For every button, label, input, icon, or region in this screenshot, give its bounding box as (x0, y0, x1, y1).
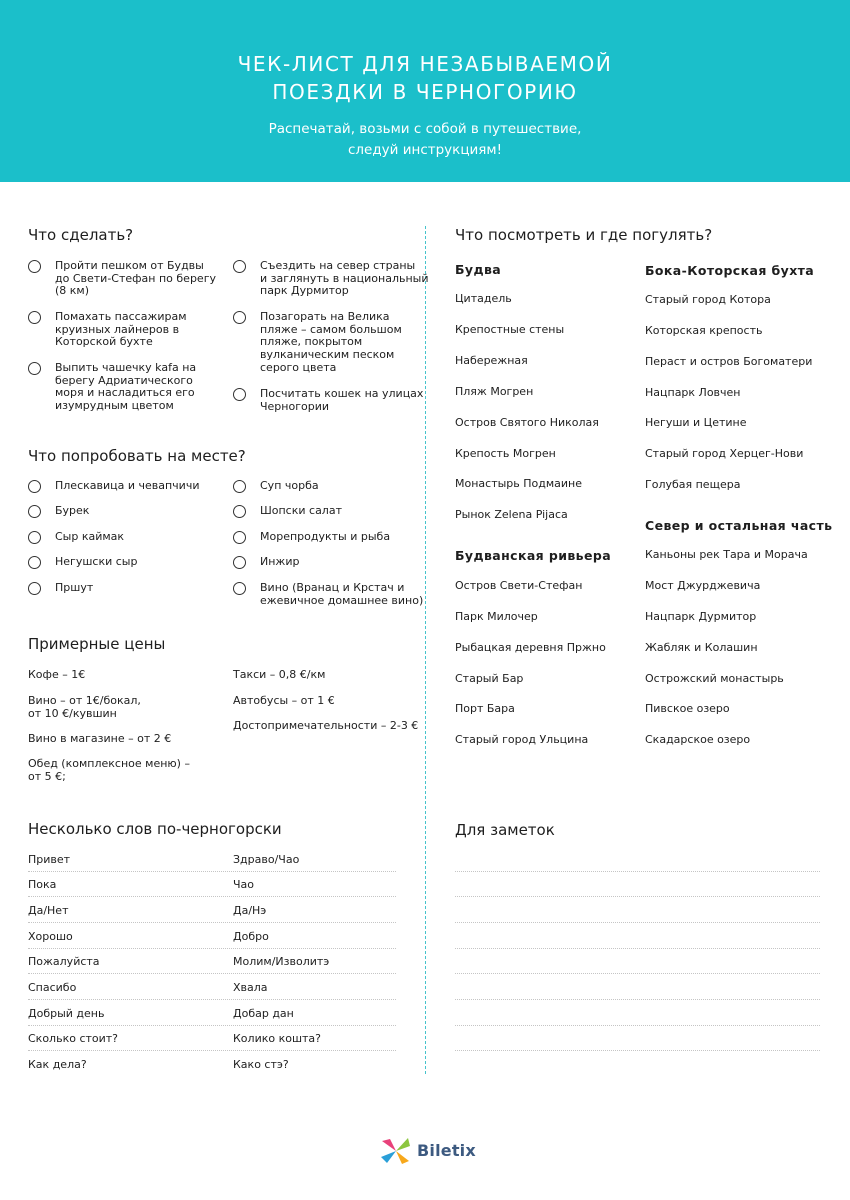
food-item-label: Инжир (260, 555, 300, 568)
sight-item: Крепостные стены (455, 323, 565, 336)
page-subtitle-line-1: Распечатай, возьми с собой в путешествие, (268, 121, 582, 137)
sight-item: Цитадель (455, 292, 512, 305)
phrase-row-divider (28, 896, 396, 897)
sight-item: Старый город Котора (645, 293, 771, 306)
food-item-label: Пршут (55, 581, 94, 594)
sights-group-title: Будва (455, 262, 502, 277)
phrase-montenegrin: Молим/Изволитэ (233, 955, 330, 968)
sight-item: Старый город Херцег-Нови (645, 447, 804, 460)
sight-item: Набережная (455, 354, 528, 367)
notes-section-title: Для заметок (455, 821, 555, 839)
checkbox-circle-icon[interactable] (233, 311, 246, 324)
phrase-row-divider (28, 1050, 396, 1051)
checkbox-circle-icon[interactable] (28, 505, 41, 518)
notes-line[interactable] (455, 922, 820, 923)
checkbox-circle-icon[interactable] (28, 480, 41, 493)
checkbox-circle-icon[interactable] (28, 311, 41, 324)
sight-item: Пляж Могрен (455, 385, 534, 398)
food-item-label: Бурек (55, 504, 90, 517)
checkbox-circle-icon[interactable] (28, 362, 41, 375)
sight-item: Острожский монастырь (645, 672, 784, 685)
sights-group-title: Будванская ривьера (455, 548, 612, 563)
phrase-montenegrin: Чао (233, 878, 255, 891)
phrase-russian: Как дела? (28, 1058, 87, 1071)
prices-section-title: Примерные цены (28, 635, 166, 653)
notes-line[interactable] (455, 871, 820, 872)
food-item-label: Плескавица и чевапчичи (55, 479, 200, 492)
checkbox-circle-icon[interactable] (28, 582, 41, 595)
phrase-russian: Добрый день (28, 1007, 105, 1020)
checkbox-circle-icon[interactable] (233, 388, 246, 401)
food-item-label: Сыр каймак (55, 530, 125, 543)
sight-item: Пивское озеро (645, 702, 730, 715)
checkbox-circle-icon[interactable] (233, 505, 246, 518)
notes-line[interactable] (455, 948, 820, 949)
food-item-label: Шопски салат (260, 504, 342, 517)
food-item-label: Суп чорба (260, 479, 319, 492)
todo-item-label: Помахать пассажирам круизных лайнеров в Которской бухте (55, 310, 187, 349)
checkbox-circle-icon[interactable] (233, 260, 246, 273)
phrase-russian: Спасибо (28, 981, 77, 994)
phrase-montenegrin: Добро (233, 930, 269, 943)
header-banner (0, 0, 850, 182)
todo-section-title: Что сделать? (28, 226, 134, 244)
phrase-montenegrin: Здраво/Чао (233, 853, 300, 866)
phrase-row-divider (28, 1025, 396, 1026)
notes-line[interactable] (455, 973, 820, 974)
food-item-label: Негушски сыр (55, 555, 138, 568)
sights-section-title: Что посмотреть и где погулять? (455, 226, 713, 244)
page-title-line-2: ПОЕЗДКИ В ЧЕРНОГОРИЮ (272, 80, 578, 104)
biletix-logo-icon (380, 1137, 412, 1165)
sight-item: Нацпарк Ловчен (645, 386, 741, 399)
sight-item: Остров Святого Николая (455, 416, 599, 429)
sight-item: Нацпарк Дурмитор (645, 610, 757, 623)
page-title-line-1: ЧЕК-ЛИСТ ДЛЯ НЕЗАБЫВАЕМОЙ (237, 52, 613, 76)
sights-group-title: Север и остальная часть (645, 518, 833, 533)
brand-name: Biletix (417, 1141, 476, 1160)
phrases-section-title: Несколько слов по-черногорски (28, 820, 282, 838)
checkbox-circle-icon[interactable] (233, 582, 246, 595)
price-item: Кофе – 1€ (28, 668, 86, 681)
checkbox-circle-icon[interactable] (233, 556, 246, 569)
phrase-russian: Да/Нет (28, 904, 69, 917)
sight-item: Остров Свети-Стефан (455, 579, 583, 592)
food-item-label: Вино (Вранац и Крстач и ежевичное домашнее вино) (260, 581, 424, 607)
checkbox-circle-icon[interactable] (28, 556, 41, 569)
sight-item: Пераст и остров Богоматери (645, 355, 813, 368)
food-section-title: Что попробовать на месте? (28, 447, 246, 465)
sights-group-title: Бока-Которская бухта (645, 263, 815, 278)
phrase-russian: Пока (28, 878, 57, 891)
sight-item: Крепость Могрен (455, 447, 556, 460)
sight-item: Жабляк и Колашин (645, 641, 758, 654)
checkbox-circle-icon[interactable] (28, 260, 41, 273)
sight-item: Которская крепость (645, 324, 763, 337)
checkbox-circle-icon[interactable] (233, 531, 246, 544)
price-item: Обед (комплексное меню) – от 5 €; (28, 757, 190, 783)
todo-item-label: Съездить на север страны и заглянуть в национальный парк Дурмитор (260, 259, 429, 298)
price-item: Автобусы – от 1 € (233, 694, 335, 707)
phrase-montenegrin: Како стэ? (233, 1058, 289, 1071)
sight-item: Старый Бар (455, 672, 524, 685)
phrase-row-divider (28, 948, 396, 949)
sight-item: Рынок Zelena Pijaca (455, 508, 568, 521)
phrase-row-divider (28, 871, 396, 872)
notes-line[interactable] (455, 1025, 820, 1026)
sight-item: Порт Бара (455, 702, 515, 715)
phrase-row-divider (28, 973, 396, 974)
checkbox-circle-icon[interactable] (233, 480, 246, 493)
sight-item: Рыбацкая деревня Пржно (455, 641, 606, 654)
column-divider (425, 226, 426, 1074)
sight-item: Негуши и Цетине (645, 416, 747, 429)
phrase-montenegrin: Да/Нэ (233, 904, 267, 917)
phrase-row-divider (28, 999, 396, 1000)
sight-item: Старый город Ульцина (455, 733, 589, 746)
sight-item: Мост Джурджевича (645, 579, 761, 592)
price-item: Вино в магазине – от 2 € (28, 732, 172, 745)
phrase-russian: Хорошо (28, 930, 73, 943)
phrase-russian: Сколько стоит? (28, 1032, 119, 1045)
todo-item-label: Пройти пешком от Будвы до Свети-Стефан по берегу (8 км) (55, 259, 216, 298)
price-item: Вино – от 1€/бокал, от 10 €/кувшин (28, 694, 141, 720)
sight-item: Парк Милочер (455, 610, 538, 623)
price-item: Достопримечательности – 2-3 € (233, 719, 419, 732)
price-item: Такси – 0,8 €/км (233, 668, 326, 681)
sight-item: Голубая пещера (645, 478, 741, 491)
notes-line[interactable] (455, 896, 820, 897)
notes-line[interactable] (455, 1050, 820, 1051)
phrase-montenegrin: Добар дан (233, 1007, 294, 1020)
checkbox-circle-icon[interactable] (28, 531, 41, 544)
sight-item: Скадарское озеро (645, 733, 751, 746)
phrase-russian: Привет (28, 853, 71, 866)
phrase-russian: Пожалуйста (28, 955, 100, 968)
page-subtitle-line-2: следуй инструкциям! (347, 142, 503, 158)
todo-item-label: Выпить чашечку kafa на берегу Адриатического моря и насладиться его изумрудным цветом (55, 361, 197, 413)
phrase-row-divider (28, 922, 396, 923)
todo-item-label: Посчитать кошек на улицах Черногории (260, 387, 424, 413)
todo-item-label: Позагорать на Велика пляже – самом большом пляже, покрытом вулканическим песком серого цвета (260, 310, 402, 374)
sight-item: Каньоны рек Тара и Морача (645, 548, 808, 561)
food-item-label: Морепродукты и рыба (260, 530, 391, 543)
notes-line[interactable] (455, 999, 820, 1000)
phrase-montenegrin: Колико кошта? (233, 1032, 322, 1045)
sight-item: Монастырь Подмаине (455, 477, 583, 490)
phrase-montenegrin: Хвала (233, 981, 268, 994)
